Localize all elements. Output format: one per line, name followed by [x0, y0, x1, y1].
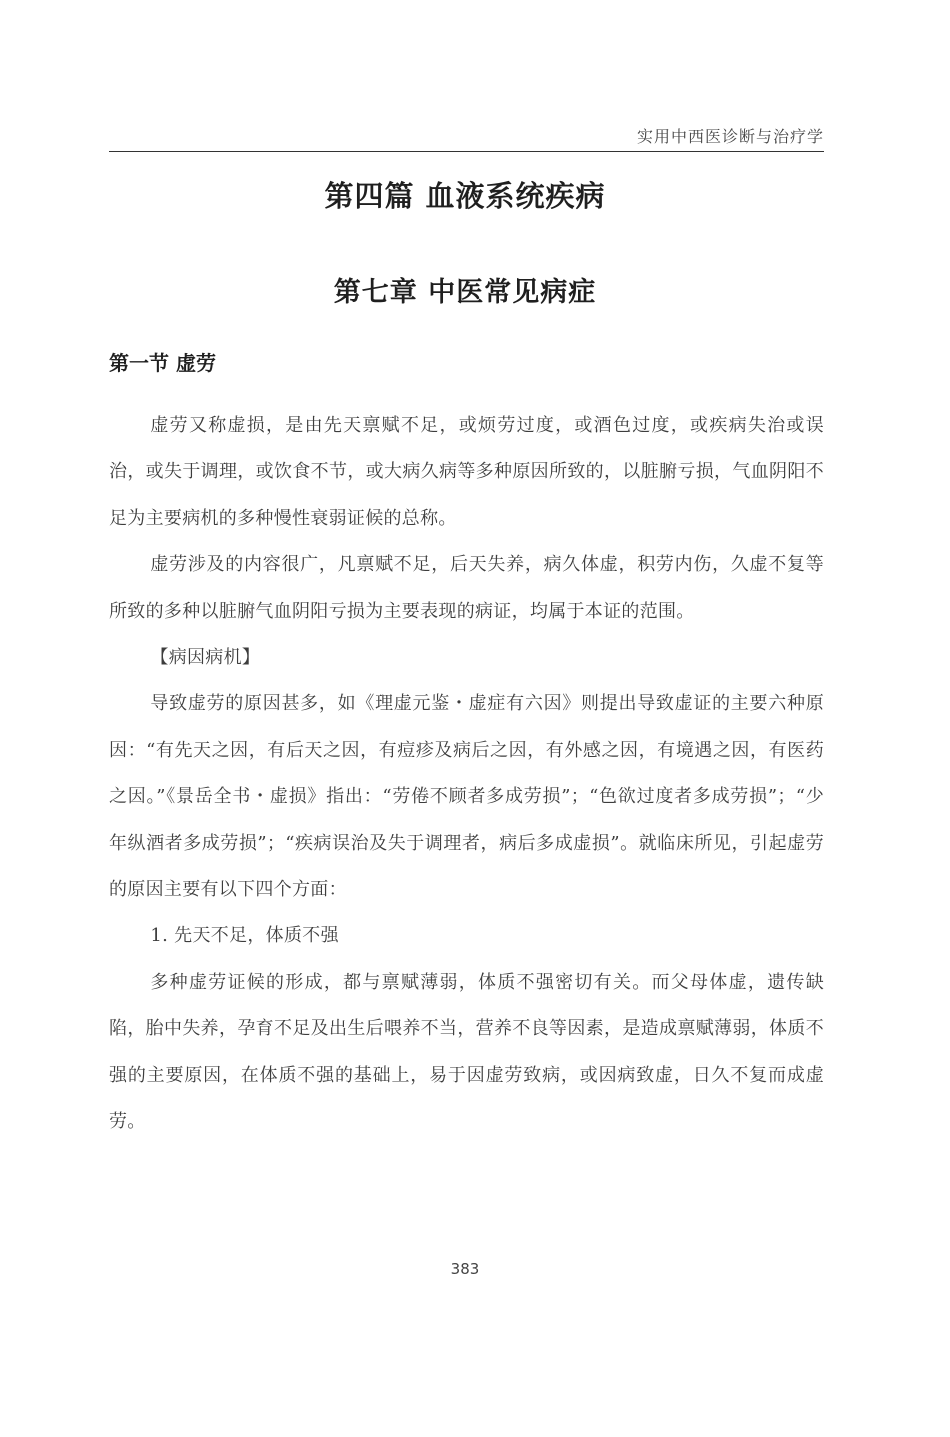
list-item-congenital: 1. 先天不足，体质不强 — [150, 925, 339, 947]
paragraph-congenital: 多种虚劳证候的形成，都与禀赋薄弱，体质不强密切有关。而父母体虚，遗传缺陷，胎中失养，孕育不足及出生后喂养不当，营养不良等因素，是造成禀赋薄弱，体质不强的主要原因，在体质不强的基础上，易于因虚劳致病，或因病致虚，日久不复而成虚劳。 — [109, 971, 824, 1133]
page-number: 383 — [450, 1260, 480, 1278]
paragraph-scope: 虚劳涉及的内容很广，凡禀赋不足，后天失养，病久体虚，积劳内伤，久虚不复等所致的多种以脏腑气血阴阳亏损为主要表现的病证，均属于本证的范围。 — [109, 554, 824, 622]
running-header: 实用中西医诊断与治疗学 — [636, 127, 824, 146]
paragraph-causes: 导致虚劳的原因甚多，如《理虚元鉴・虚症有六因》则提出导致虚证的主要六种原因：“有先天之因，有后天之因，有痘疹及病后之因，有外感之因，有境遇之因，有医药之因。”《景岳全书・虚损》指出：“劳倦不顾者多成劳损”；“色欲过度者多成劳损”；“少年纵酒者多成劳损”；“疾病误治及失于调理者，病后多成虚损”。就临床所见，引起虚劳的原因主要有以下四个方面： — [109, 693, 824, 901]
body-text — [109, 403, 824, 1146]
chapter-title: 第七章 中医常见病症 — [333, 277, 597, 308]
part-title: 第四篇 血液系统疾病 — [324, 179, 606, 213]
section-title: 第一节 虚劳 — [109, 351, 216, 375]
paragraph-definition: 虚劳又称虚损，是由先天禀赋不足，或烦劳过度，或酒色过度，或疾病失治或误治，或失于调理，或饮食不节，或大病久病等多种原因所致的，以脏腑亏损，气血阴阳不足为主要病机的多种慢性衰弱证候的总称。 — [109, 415, 824, 529]
header-rule — [109, 151, 824, 152]
subheading-etiology: 【病因病机】 — [150, 647, 261, 669]
